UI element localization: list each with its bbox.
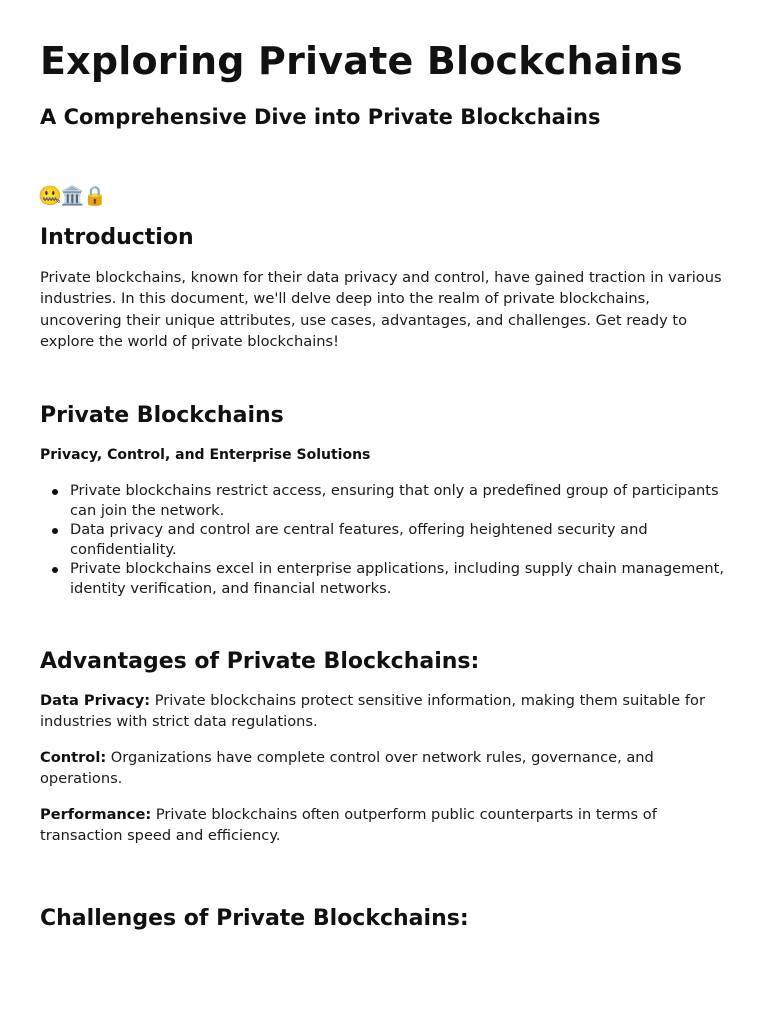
page-subtitle: A Comprehensive Dive into Private Blockchains	[40, 105, 601, 129]
advantage-text: Private blockchains protect sensitive information, making them suitable for industries with strict data regulations.	[40, 692, 705, 731]
bullet-item: Private blockchains restrict access, ensuring that only a predefined group of participants can join the network.	[40, 481, 730, 520]
emoji-decoration: 🤐🏛️🔒	[38, 185, 106, 207]
bullet-item: Data privacy and control are central features, offering heightened security and confidentiality.	[40, 520, 730, 559]
private-blockchains-subheading: Privacy, Control, and Enterprise Solutions	[40, 447, 371, 463]
private-blockchains-bullet-list	[40, 481, 730, 599]
advantage-text: Private blockchains often outperform public counterparts in terms of transaction speed and efficiency.	[40, 806, 657, 845]
introduction-heading: Introduction	[40, 225, 194, 250]
bullet-item: Private blockchains excel in enterprise applications, including supply chain management, identity verification, and financial networks.	[40, 559, 730, 598]
page-title: Exploring Private Blockchains	[40, 39, 683, 83]
advantage-text: Organizations have complete control over network rules, governance, and operations.	[40, 749, 654, 788]
advantages-heading: Advantages of Private Blockchains:	[40, 649, 480, 674]
advantage-label: Data Privacy:	[40, 692, 151, 709]
advantage-data-privacy	[40, 690, 730, 733]
advantage-performance	[40, 804, 730, 847]
advantage-label: Performance:	[40, 806, 152, 823]
private-blockchains-heading: Private Blockchains	[40, 403, 284, 428]
introduction-paragraph: Private blockchains, known for their data privacy and control, have gained traction in various industries. In this document, we'll delve deep into the realm of private blockchains, uncovering their unique attributes, use cases, advantages, and challenges. Get ready to explore the world of private blockchains!	[40, 269, 722, 351]
advantage-control	[40, 747, 730, 790]
advantage-label: Control:	[40, 749, 107, 766]
challenges-heading: Challenges of Private Blockchains:	[40, 906, 469, 931]
